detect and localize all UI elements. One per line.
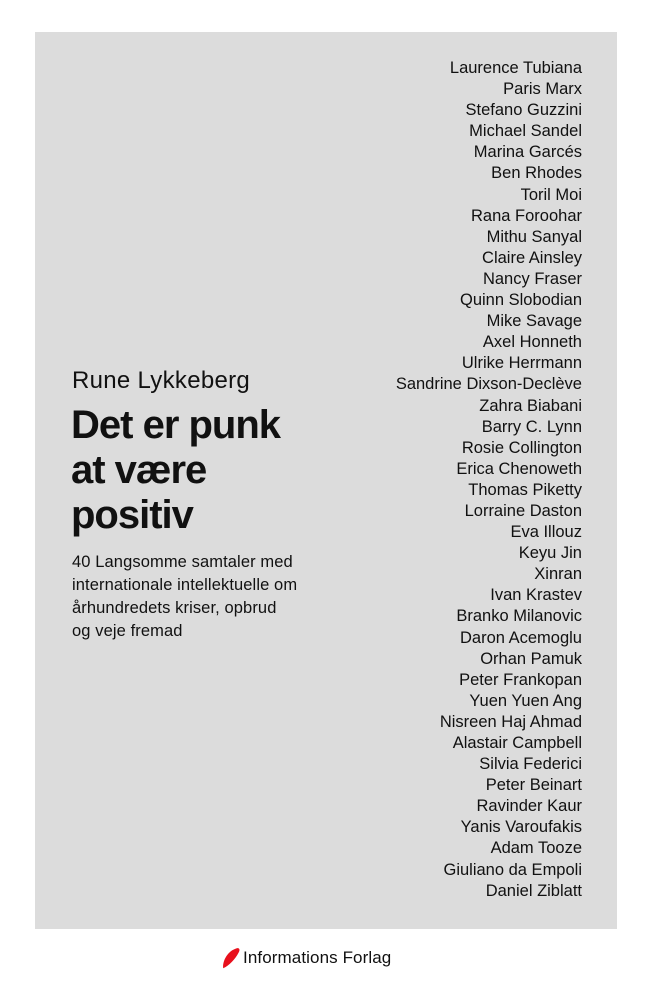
contributor-name: Branko Milanovic	[456, 607, 582, 626]
contributor-name: Michael Sandel	[469, 122, 582, 141]
contributor-name: Thomas Piketty	[468, 480, 582, 499]
contributor-name: Erica Chenoweth	[456, 459, 582, 478]
contributor-name: Paris Marx	[503, 80, 582, 99]
contributor-name: Mike Savage	[486, 312, 582, 331]
contributor-name: Toril Moi	[520, 185, 582, 204]
contributor-list	[396, 58, 582, 902]
contributor-name: Yanis Varoufakis	[460, 818, 582, 837]
book-title-line: positiv	[71, 493, 193, 537]
contributor-name: Rosie Collington	[461, 438, 582, 457]
subtitle-line: 40 Langsomme samtaler med	[72, 553, 293, 571]
contributor-name: Adam Tooze	[490, 839, 582, 858]
book-title-line: at være	[71, 448, 207, 492]
contributor-name: Ben Rhodes	[491, 164, 582, 183]
contributor-name: Mithu Sanyal	[486, 227, 582, 246]
contributor-name: Yuen Yuen Ang	[469, 691, 582, 710]
contributor-name: Keyu Jin	[518, 544, 582, 563]
book-title	[71, 403, 280, 538]
contributor-name: Barry C. Lynn	[481, 417, 582, 436]
contributor-name: Marina Garcés	[473, 143, 582, 162]
contributor-name: Claire Ainsley	[482, 248, 582, 267]
contributor-name: Lorraine Daston	[464, 501, 582, 520]
contributor-name: Daron Acemoglu	[460, 628, 582, 647]
contributor-name: Peter Frankopan	[459, 670, 582, 689]
publisher-imprint	[222, 947, 391, 969]
contributor-name: Axel Honneth	[482, 333, 582, 352]
contributor-name: Daniel Ziblatt	[485, 881, 582, 900]
contributor-name: Silvia Federici	[479, 755, 582, 774]
subtitle-line: internationale intellektuelle om	[72, 576, 298, 594]
contributor-name: Nancy Fraser	[482, 269, 582, 288]
contributor-name: Alastair Campbell	[452, 734, 582, 752]
author-name: Rune Lykkeberg	[72, 367, 251, 394]
contributor-name: Laurence Tubiana	[449, 59, 582, 77]
contributor-name: Giuliano da Empoli	[443, 860, 582, 879]
red-leaf-logo-icon	[222, 947, 240, 969]
contributor-name: Nisreen Haj Ahmad	[439, 712, 582, 731]
contributor-name: Zahra Biabani	[479, 396, 582, 415]
contributor-name: Orhan Pamuk	[480, 649, 582, 668]
contributor-name: Stefano Guzzini	[465, 101, 582, 120]
contributor-name: Quinn Slobodian	[459, 291, 582, 310]
contributor-name: Ravinder Kaur	[476, 797, 582, 816]
book-title-line: Det er punk	[71, 403, 281, 447]
contributor-name: Peter Beinart	[485, 776, 582, 795]
contributor-name: Ulrike Herrmann	[461, 354, 582, 373]
contributor-name: Sandrine Dixson-Declève	[395, 375, 582, 394]
contributor-name: Rana Foroohar	[471, 206, 582, 225]
book-subtitle	[72, 551, 297, 643]
contributor-name: Eva Illouz	[510, 523, 582, 542]
contributor-name: Xinran	[534, 565, 582, 584]
subtitle-line: og veje fremad	[72, 622, 183, 640]
publisher-name: Informations Forlag	[243, 948, 392, 967]
contributor-name: Ivan Krastev	[490, 586, 582, 605]
subtitle-line: århundredets kriser, opbrud	[72, 599, 277, 617]
